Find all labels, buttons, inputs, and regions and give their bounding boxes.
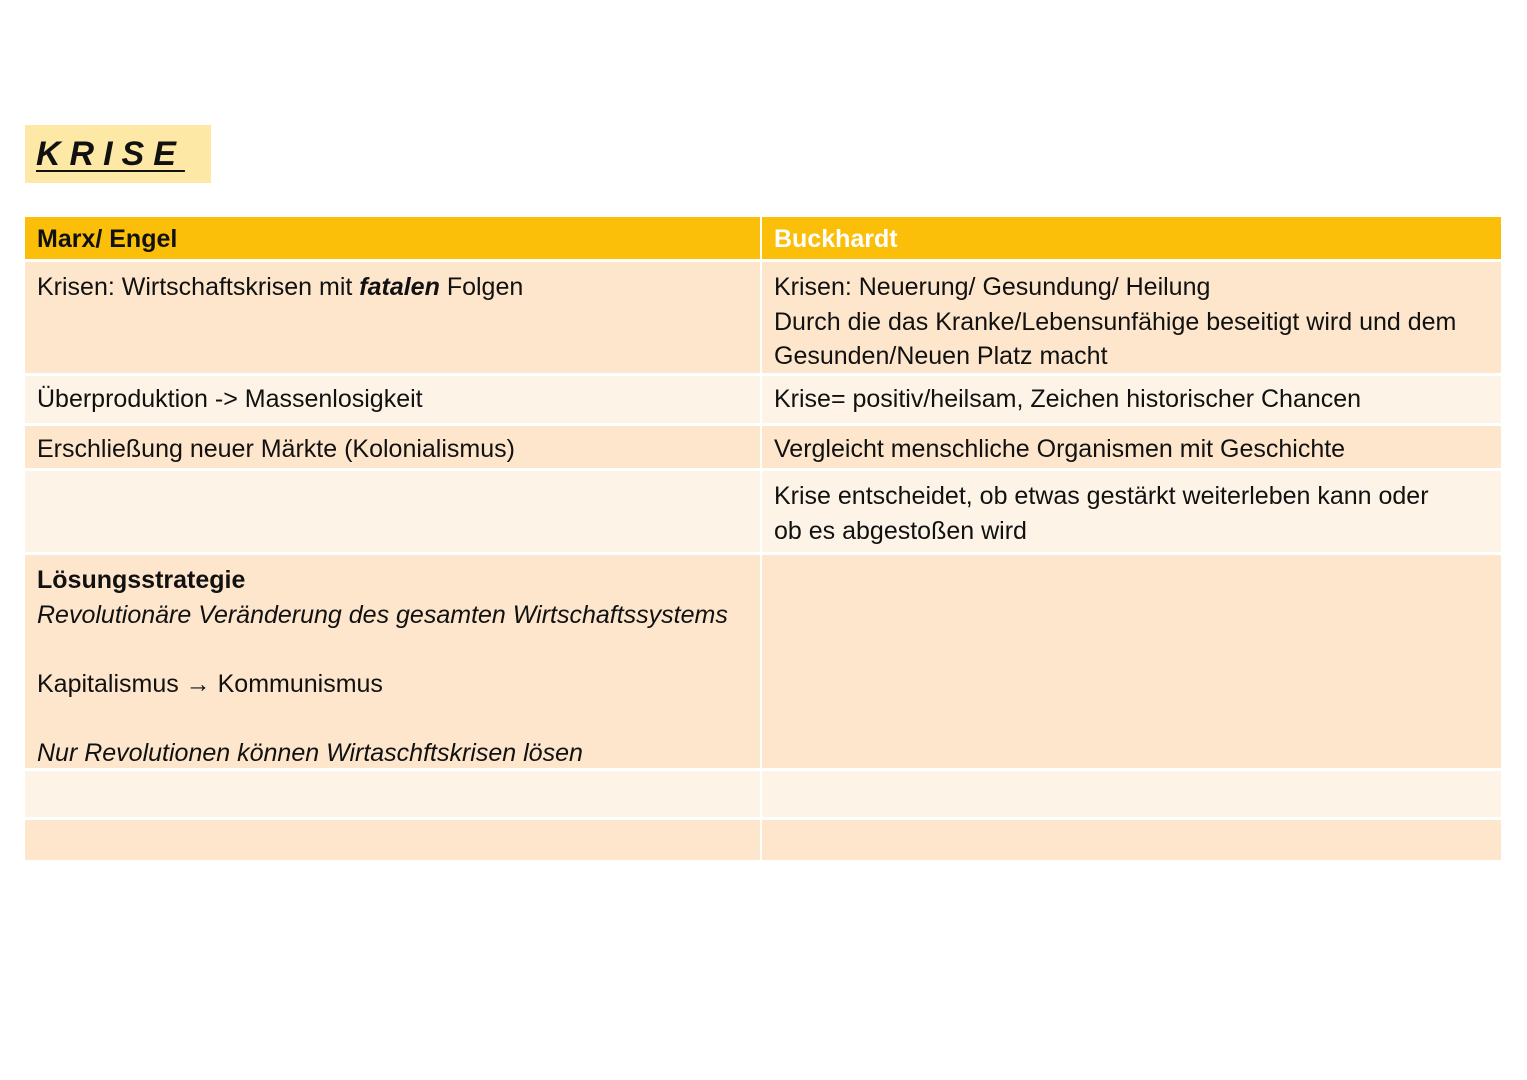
text-folgen: Folgen xyxy=(439,273,524,301)
table-header-row xyxy=(25,217,1501,262)
cell-empty xyxy=(762,771,1501,817)
table-row xyxy=(25,771,1501,820)
header-marx-engel: Marx/ Engel xyxy=(25,217,762,259)
spacer xyxy=(37,701,748,736)
cell-krise-positiv: Krise= positiv/heilsam, Zeichen historischer Chancen xyxy=(774,385,1362,413)
text-line: Krisen: Neuerung/ Gesundung/ Heilung xyxy=(774,273,1211,301)
spacer xyxy=(37,632,748,667)
text-loesungsstrategie-heading: Lösungsstrategie xyxy=(37,566,246,594)
text-line: ob es abgestoßen wird xyxy=(774,516,1027,545)
text-nur-revolutionen: Nur Revolutionen können Wirtaschftskrisen lösen xyxy=(37,738,583,767)
cell-erschliessung: Erschließung neuer Märkte (Kolonialismus) xyxy=(25,426,762,468)
text-line: Krise entscheidet, ob etwas gestärkt weiterleben kann oder xyxy=(774,482,1429,510)
text-fatalen: fatalen xyxy=(359,273,440,301)
table-row xyxy=(25,555,1501,771)
cell-loesungsstrategie xyxy=(25,555,762,768)
table-row xyxy=(25,262,1501,376)
text-line: Gesunden/Neuen Platz macht xyxy=(774,342,1108,370)
text-revolutionaere-veraenderung: Revolutionäre Veränderung des gesamten Wirtschaftssystems xyxy=(37,600,728,629)
cell-empty xyxy=(762,555,1501,768)
text-kapitalismus-kommunismus: Kapitalismus → Kommunismus xyxy=(37,669,383,698)
table-row xyxy=(25,820,1501,863)
page-title: KRISE xyxy=(36,135,185,173)
table-row xyxy=(25,426,1501,471)
text-line: Durch die das Kranke/Lebensunfähige beseitigt wird und dem xyxy=(774,307,1457,336)
cell-vergleicht: Vergleicht menschliche Organismen mit Geschichte xyxy=(774,435,1346,463)
cell-empty xyxy=(25,771,762,817)
cell-empty xyxy=(762,820,1501,860)
cell-ueberproduktion: Überproduktion -> Massenlosigkeit xyxy=(25,376,762,423)
header-buckhardt: Buckhardt xyxy=(774,225,898,253)
table-row xyxy=(25,376,1501,426)
comparison-table xyxy=(25,217,1501,863)
cell-krise-entscheidet xyxy=(762,471,1501,552)
cell-marx-krisen xyxy=(25,262,762,373)
cell-buckhardt-krisen xyxy=(762,262,1501,373)
text-krisen-prefix: Krisen: Wirtschaftskrisen mit xyxy=(37,273,360,301)
table-row xyxy=(25,471,1501,555)
cell-empty xyxy=(25,471,762,552)
cell-empty xyxy=(25,820,762,860)
